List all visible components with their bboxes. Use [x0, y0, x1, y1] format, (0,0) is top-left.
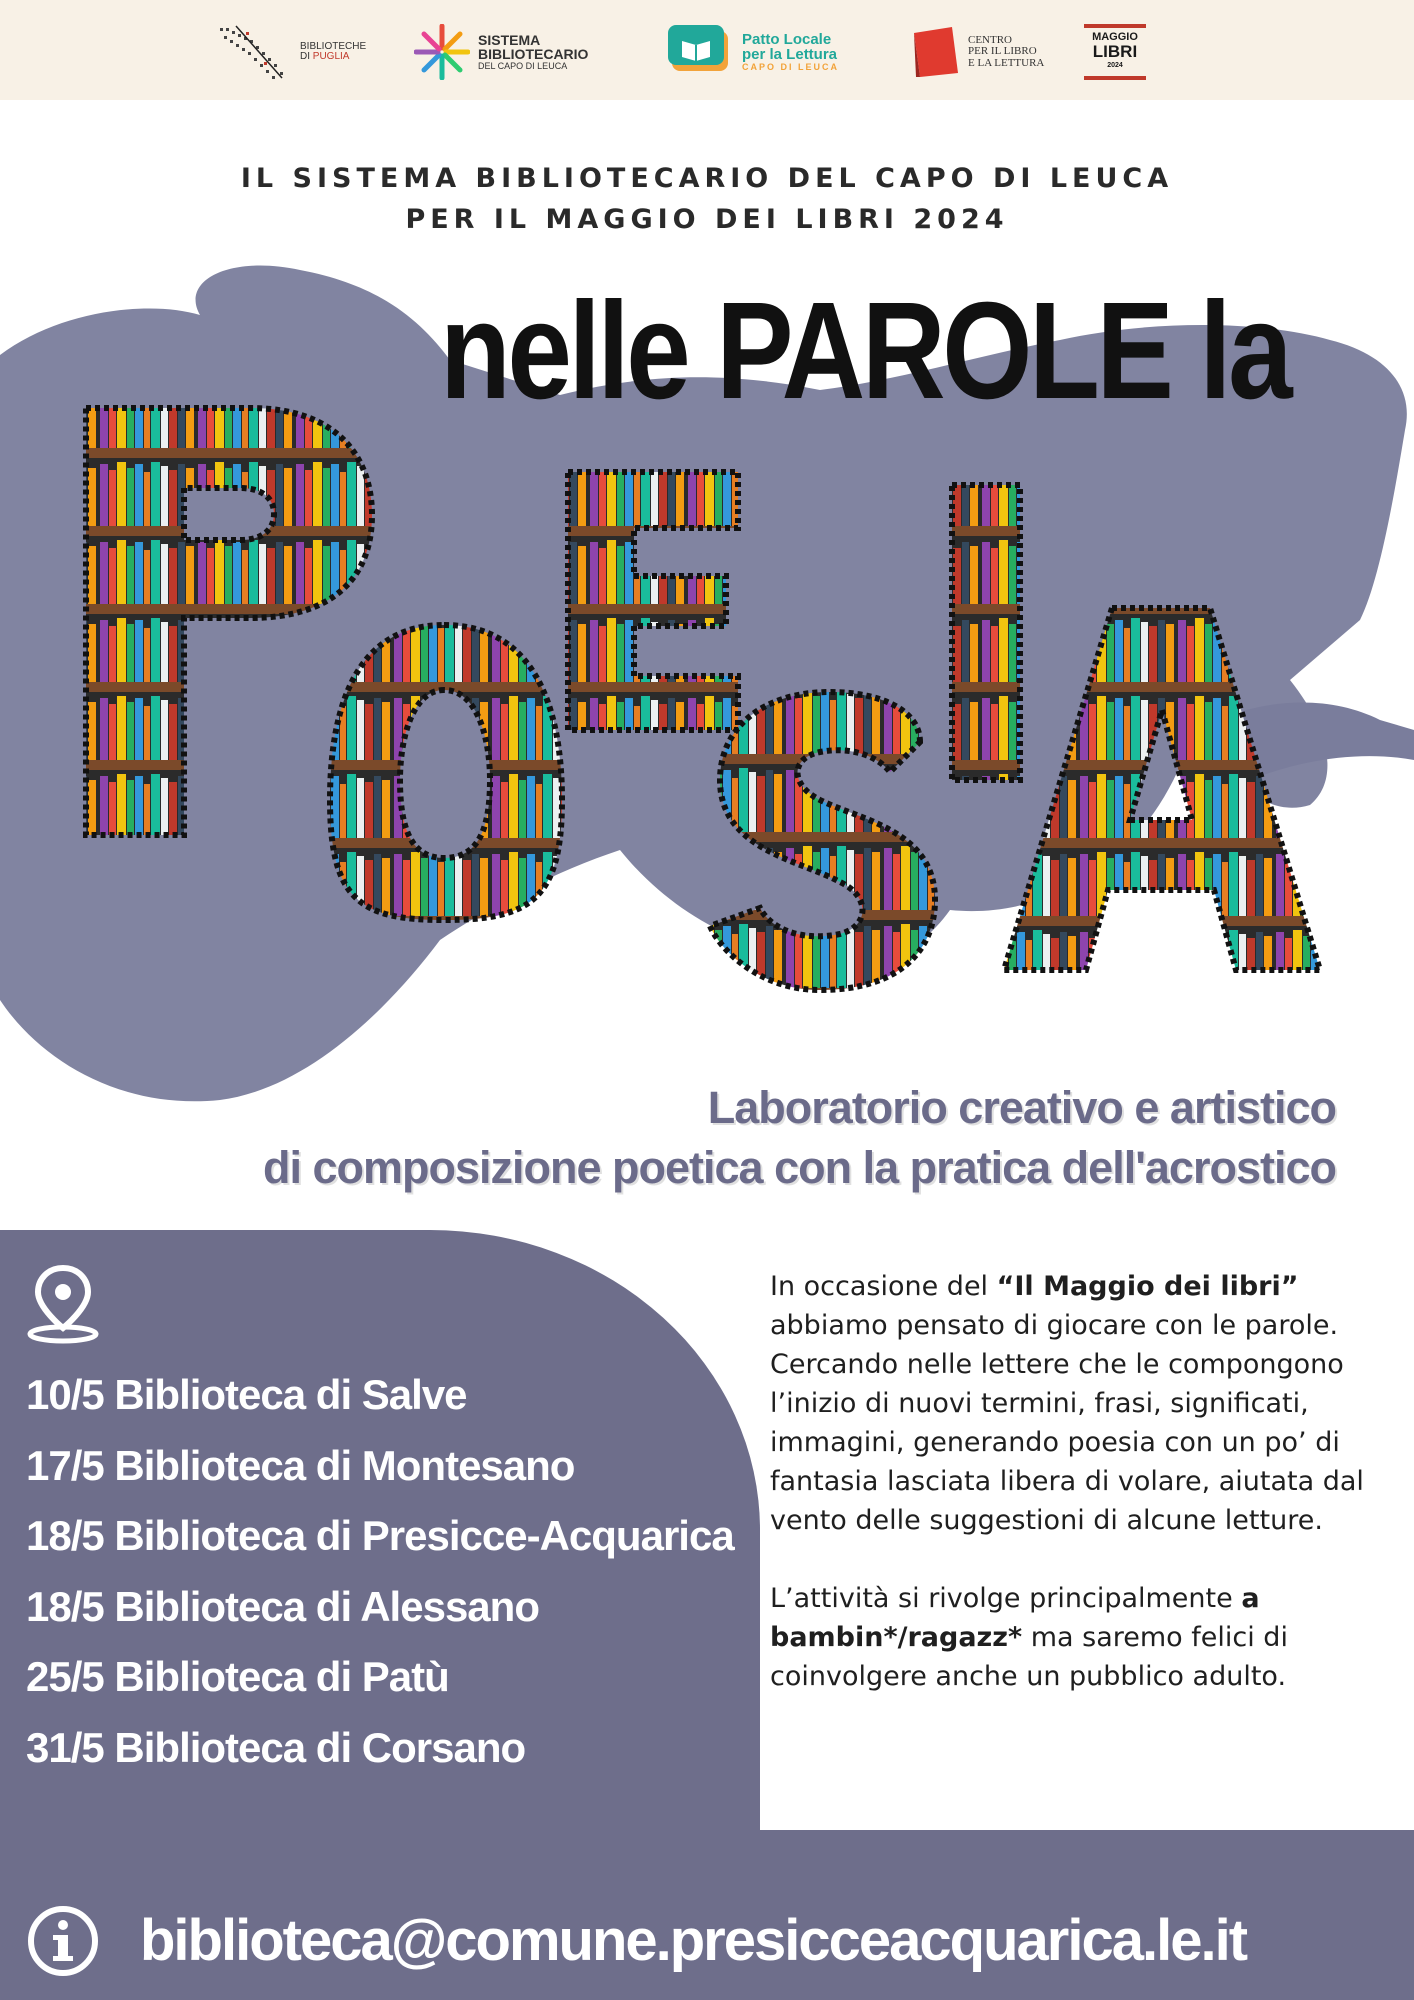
logo-line: BIBLIOTECARIO [478, 46, 589, 63]
logo-strip [0, 0, 1414, 100]
text-run-bold: a bambin*/ragazz* [770, 1583, 1260, 1653]
logo-line: E LA LETTURA [968, 56, 1045, 69]
subtitle [263, 1078, 1336, 1198]
logo-text [742, 32, 839, 73]
text-run: ma saremo felici di coinvolgere anche un pubblico adulto. [770, 1622, 1288, 1692]
schedule-item: 31/5 Biblioteca di Corsano [26, 1723, 526, 1771]
logo-sistema-bibliotecario [414, 22, 588, 82]
poesia-bookshelf-letters [0, 380, 1414, 1040]
maggio-line: MAGGIO [1092, 31, 1138, 43]
schedule-item: 25/5 Biblioteca di Patù [26, 1653, 449, 1700]
intro-line-1: IL SISTEMA BIBLIOTECARIO DEL CAPO DI LEUCA [240, 163, 1174, 194]
logo-text [300, 42, 366, 63]
description-paragraph-1 [770, 1267, 1370, 1540]
maggio-badge [1084, 24, 1146, 80]
red-book-icon [912, 25, 960, 79]
schedule-list [26, 1360, 734, 1783]
schedule-item: 18/5 Biblioteca di Alessano [26, 1582, 539, 1630]
text-run: L’attività si rivolge principalmente [770, 1583, 1242, 1614]
maggio-line: 2024 [1107, 62, 1123, 69]
logo-text [478, 33, 588, 72]
info-icon [26, 1904, 100, 1978]
maggio-line: LIBRI [1092, 42, 1138, 61]
logo-centro-libro [912, 22, 1044, 82]
logo-line: Patto Locale [742, 30, 832, 48]
schedule-item: 17/5 Biblioteca di Montesano [26, 1441, 575, 1489]
logo-line: BIBLIOTECHE [300, 40, 367, 52]
schedule-item: 10/5 Biblioteca di Salve [26, 1371, 467, 1418]
logo-line: DI [300, 51, 313, 62]
book-speech-bubble-icon [668, 21, 734, 83]
logo-line: per la Lettura [742, 46, 838, 64]
subtitle-line-1: Laboratorio creativo e artistico [707, 1082, 1336, 1133]
location-pin-icon [26, 1262, 100, 1344]
intro-heading [0, 158, 1414, 240]
logo-line: DEL CAPO DI LEUCA [478, 60, 568, 71]
text-run: In occasione del [770, 1271, 997, 1302]
logo-patto-locale [668, 22, 839, 82]
starburst-icon [414, 24, 470, 80]
puglia-map-icon [216, 22, 292, 82]
schedule-item: 18/5 Biblioteca di Presicce-Acquarica [26, 1512, 734, 1559]
logo-maggio-libri [1084, 22, 1146, 82]
logo-line-highlight: PUGLIA [312, 51, 350, 62]
logo-biblioteche-puglia [216, 22, 366, 82]
logo-text [968, 35, 1044, 70]
logo-line: CENTRO [968, 33, 1012, 46]
contact-email[interactable]: biblioteca@comune.presicceacquarica.le.it [140, 1908, 1247, 1973]
text-run-bold: “Il Maggio dei libri” [996, 1271, 1299, 1302]
headline: nelle PAROLE la [440, 274, 1290, 428]
intro-line-2: PER IL MAGGIO DEI LIBRI 2024 [405, 204, 1009, 235]
text-run: abbiamo pensato di giocare con le parole. Cercando nelle lettere che le compongono l’inizio di nuovi termini, frasi, significati, immagini, generando poesia con un po’ di fantasia lasciata libera di volare, aiutata dal vento delle suggestioni di alcune letture. [770, 1310, 1364, 1536]
logo-line: PER IL LIBRO [968, 45, 1037, 58]
logo-line: CAPO DI LEUCA [742, 62, 840, 73]
logo-line: SISTEMA [478, 31, 541, 48]
description-paragraph-2 [770, 1579, 1370, 1696]
description [770, 1267, 1370, 1696]
subtitle-line-2: di composizione poetica con la pratica dell'acrostico [263, 1142, 1336, 1193]
